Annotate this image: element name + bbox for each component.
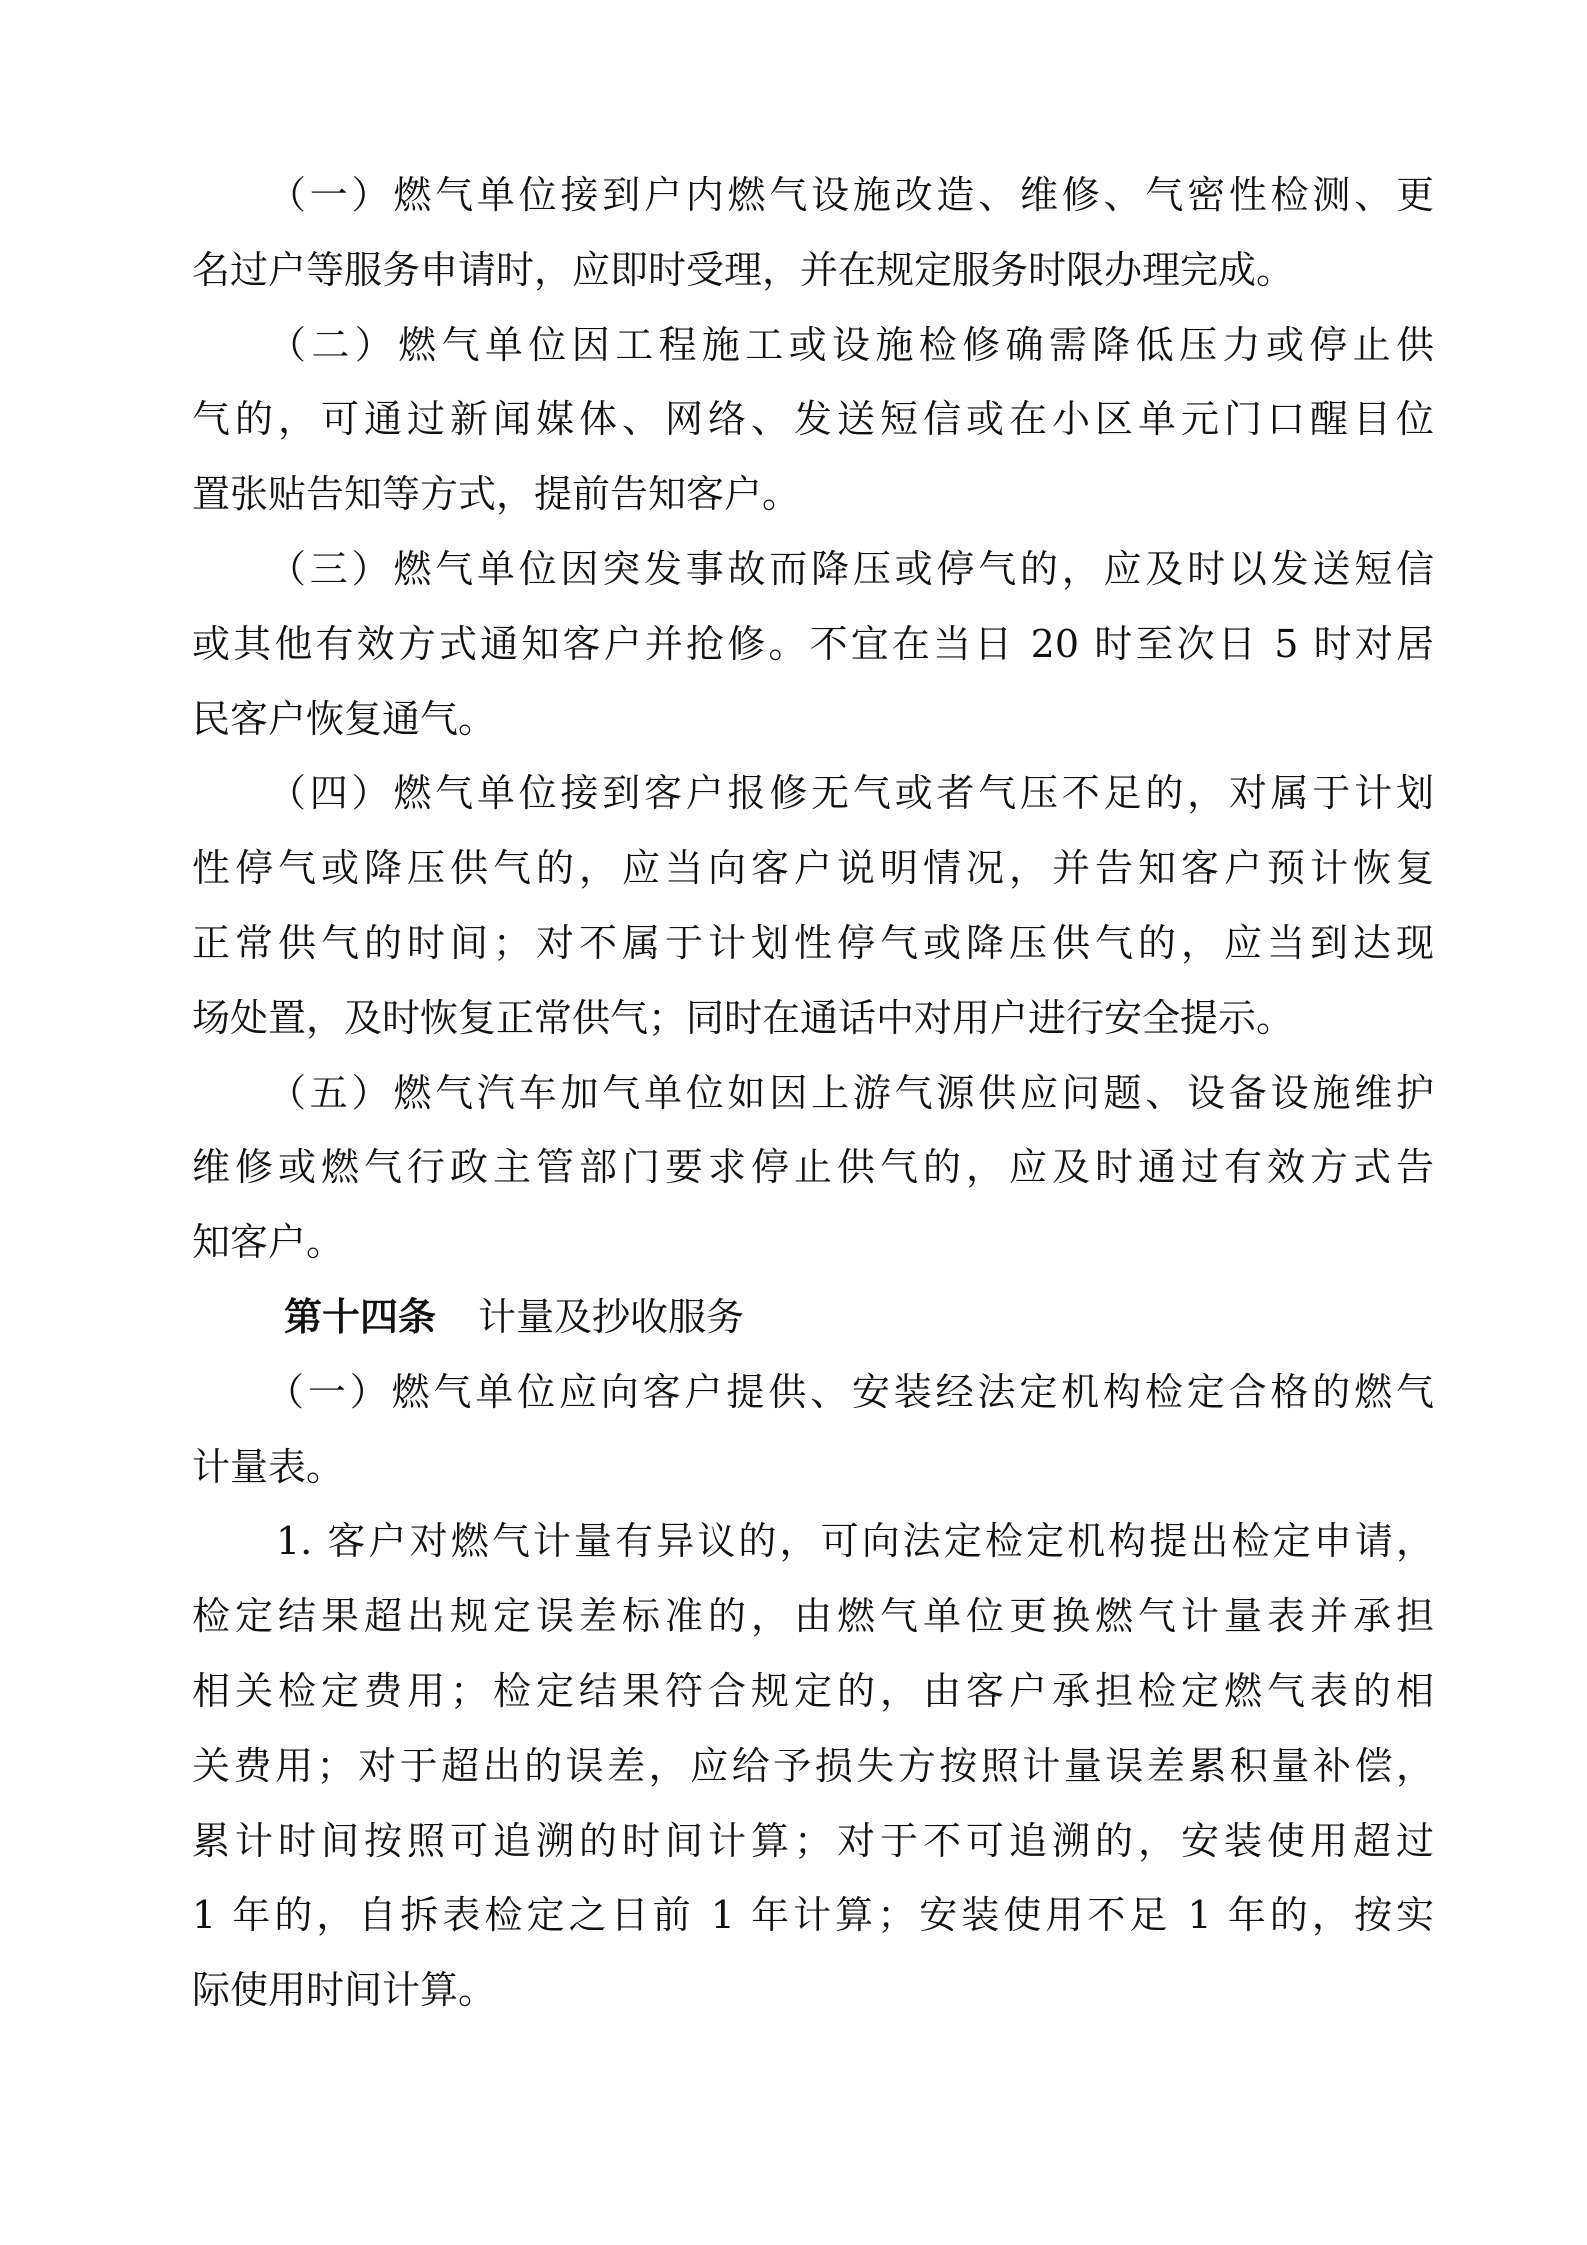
text-line: （一）燃气单位应向客户提供、安装经法定机构检定合格的燃气 (266, 1369, 1434, 1414)
text-line: 维修或燃气行政主管部门要求停止供气的，应及时通过有效方式告 (192, 1145, 1434, 1190)
text-line: （三）燃气单位因突发事故而降压或停气的，应及时以发送短信 (268, 546, 1434, 591)
text-line: 气的，可通过新闻媒体、网络、发送短信或在小区单元门口醒目位 (192, 397, 1434, 442)
text-line: （二）燃气单位因工程施工或设施检修确需降低压力或停止供 (268, 322, 1434, 367)
text-line: 场处置，及时恢复正常供气；同时在通话中对用户进行安全提示。 (192, 995, 1295, 1040)
paragraph-4 (192, 756, 1434, 1055)
text-line: 1. 客户对燃气计量有异议的，可向法定检定机构提出检定申请， (276, 1519, 1434, 1564)
text-line: 正常供气的时间；对不属于计划性停气或降压供气的，应当到达现 (192, 920, 1434, 965)
paragraph-6 (192, 1355, 1434, 1505)
text-line: 知客户。 (192, 1220, 345, 1265)
document-page (192, 158, 1434, 2028)
article-number: 第十四条 (284, 1294, 437, 1339)
text-line: 置张贴告知等方式，提前告知客户。 (192, 472, 801, 517)
text-line: 相关检定费用；检定结果符合规定的，由客户承担检定燃气表的相 (192, 1668, 1434, 1713)
text-line: 际使用时间计算。 (192, 1968, 497, 2013)
paragraph-3 (192, 532, 1434, 756)
paragraph-5 (192, 1056, 1434, 1280)
text-line: 计量表。 (192, 1444, 345, 1489)
text-line: 检定结果超出规定误差标准的，由燃气单位更换燃气计量表并承担 (192, 1594, 1434, 1639)
article-title: 计量及抄收服务 (478, 1294, 745, 1339)
text-line: 民客户恢复通气。 (192, 696, 497, 741)
paragraph-1 (192, 158, 1434, 308)
paragraph-7 (192, 1504, 1434, 2028)
text-line: 1 年的，自拆表检定之日前 1 年计算；安装使用不足 1 年的，按实 (192, 1893, 1434, 1938)
text-line: 名过户等服务申请时，应即时受理，并在规定服务时限办理完成。 (192, 247, 1295, 292)
text-line: （五）燃气汽车加气单位如因上游气源供应问题、设备设施维护 (268, 1070, 1434, 1115)
article-heading (192, 1280, 1434, 1355)
text-line: （四）燃气单位接到客户报修无气或者气压不足的，对属于计划 (268, 771, 1434, 816)
text-line: 累计时间按照可追溯的时间计算；对于不可追溯的，安装使用超过 (192, 1818, 1434, 1863)
text-line: 性停气或降压供气的，应当向客户说明情况，并告知客户预计恢复 (192, 846, 1434, 891)
text-line: （一）燃气单位接到户内燃气设施改造、维修、气密性检测、更 (268, 173, 1434, 217)
text-line: 关费用；对于超出的误差，应给予损失方按照计量误差累积量补偿， (192, 1743, 1434, 1788)
paragraph-2 (192, 308, 1434, 532)
text-line: 或其他有效方式通知客户并抢修。不宜在当日 20 时至次日 5 时对居 (192, 621, 1434, 666)
